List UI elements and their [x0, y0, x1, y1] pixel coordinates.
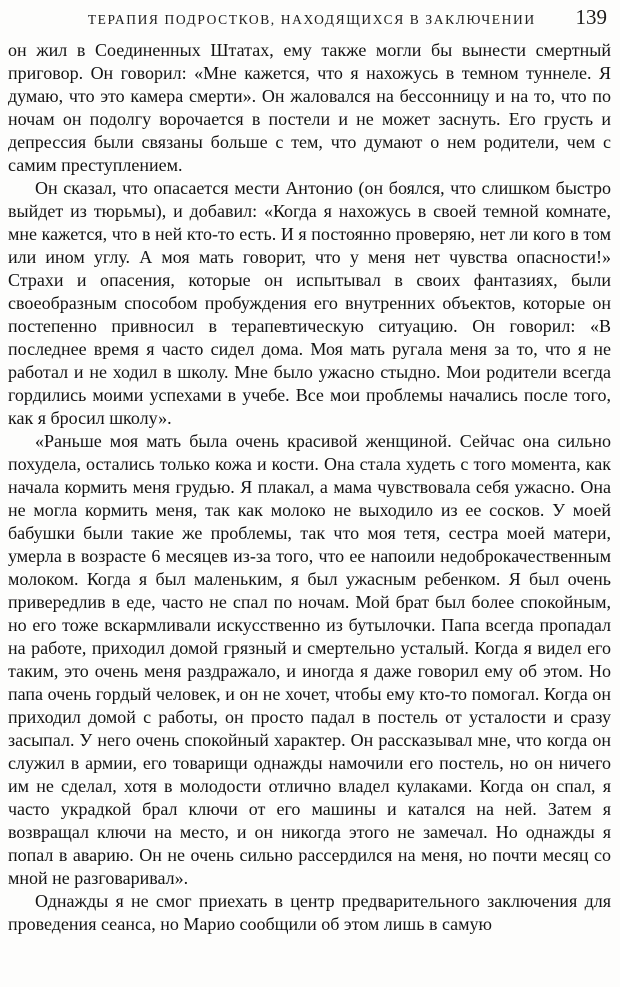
paragraph: Однажды я не смог приехать в центр предварительного заключения для проведения сеанса, но Марио сообщили об этом лишь в самую [8, 891, 611, 934]
page-number: 139 [575, 5, 607, 29]
running-title: ТЕРАПИЯ ПОДРОСТКОВ, НАХОДЯЩИХСЯ В ЗАКЛЮЧЕНИИ [87, 12, 536, 27]
page-body [8, 39, 611, 936]
paragraph: «Раньше моя мать была очень красивой женщиной. Сейчас она сильно похудела, остались только кожа и кости. Она стала худеть с того момента, как начала кормить меня грудью. Я плакал, а мама чувствовала себя ужасно. Она не могла кормить меня, так как молоко не выходило из ее сосков. У моей бабушки были такие же проблемы, так что моя тетя, сестра моей матери, умерла в возрасте 6 месяцев из-за того, что ее напоили недоброкачественным молоком. Когда я был маленьким, я был ужасным ребенком. Я был очень привередлив в еде, часто не спал по ночам. Мой брат был более спокойным, но его тоже вскармливали искусственно из бутылочки. Папа всегда пропадал на работе, приходил домой грязный и смертельно усталый. Когда я видел его таким, это очень меня раздражало, и иногда я даже говорил ему об этом. Но папа очень гордый человек, и он не хочет, чтобы ему кто-то помогал. Когда он приходил домой с работы, он просто падал в постель от усталости и сразу засыпал. У него очень спокойный характер. Он рассказывал мне, что когда он служил в армии, его товарищи однажды намочили его постель, но он ничего им не сделал, хотя в молодости отлично владел кулаками. Когда он спал, я часто украдкой брал ключи от его машины и катался на ней. Затем я возвращал ключи на место, и он никогда этого не замечал. Но однажды я попал в аварию. Он не очень сильно рассердился на меня, но почти месяц со мной не разговаривал». [8, 431, 611, 888]
paragraph: Он сказал, что опасается мести Антонио (он боялся, что слишком быстро выйдет из тюрьмы), и добавил: «Когда я нахожусь в своей темной комнате, мне кажется, что в ней кто-то есть. И я постоянно проверяю, нет ли кого в том или ином углу. А моя мать говорит, что у меня нет чувства опасности!» Страхи и опасения, которые он испытывал в своих фантазиях, были своеобразным способом пробуждения его внутренних объектов, которые он постепенно привносил в терапевтическую ситуацию. Он говорил: «В последнее время я часто сидел дома. Моя мать ругала меня за то, что я не работал и не ходил в школу. Мне было ужасно стыдно. Мои родители всегда гордились моими успехами в учебе. Все мои проблемы начались после того, как я бросил школу». [8, 178, 611, 428]
paragraph-continuation: он жил в Соединенных Штатах, ему также могли бы вынести смертный приговор. Он говорил: «Мне кажется, что я нахожусь в темном туннеле. Я думаю, что это камера смерти». Он жаловался на бессонницу и на то, что по ночам он подолгу ворочается в постели и не может заснуть. Его грусть и депрессия были связаны больше с тем, что думают о нем родители, чем с самим преступлением. [8, 40, 611, 175]
page-header [8, 5, 611, 30]
